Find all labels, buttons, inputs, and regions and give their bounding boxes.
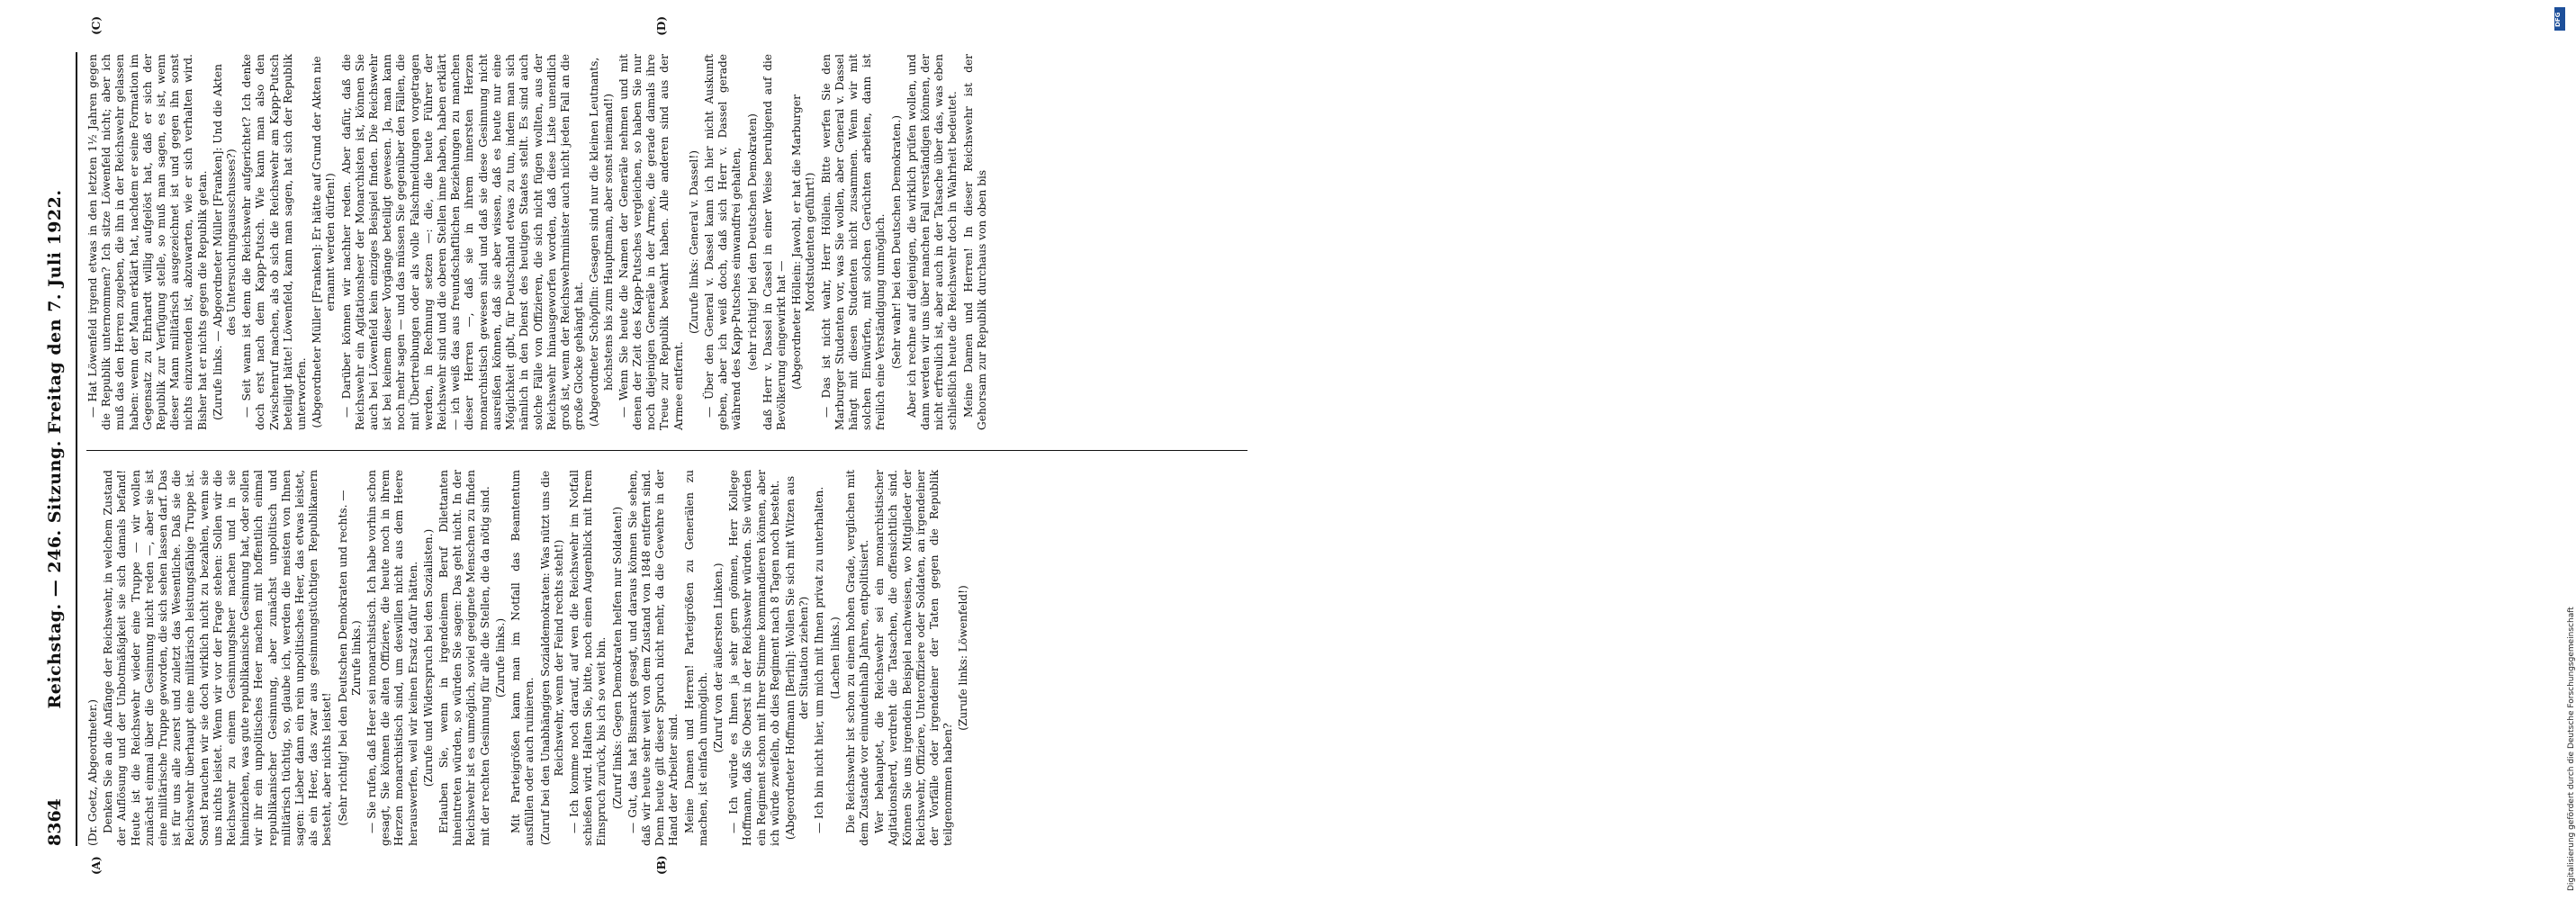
interjection: (Abgeordneter Schöpflin: Gesagen sind nur die kleinen Leutnants, höchstens bis zum Hauptmann, aber sonst niemand!) [588, 57, 615, 428]
digitization-credit [1276, 0, 2576, 900]
interjection: (Zuruf von der äußersten Linken.) [711, 562, 725, 753]
interjection: (Zuruf links: Gegen Demokraten helfen nur Soldaten!) [610, 506, 624, 810]
paragraph: Erlauben Sie, wenn in irgendeinem Beruf Dilettanten hineintreten würden, so würden Sie sagen: Das geht nicht. In der Reichswehr ist es unmöglich, soviel geeignete Menschen zu finden mit der rechten Gesinnung für alle die Stellen, die da nötig sind. [437, 470, 491, 846]
credit-text: Digitalisierung gefördert durch die Deutsche Forschungsgemeinschaft [2567, 607, 2576, 891]
margin-marker-a: (A) [90, 856, 103, 875]
interjection: (Abgeordneter Müller [Franken]: Er hätte auf Grund der Akten nie ernannt werden dürfen!) [311, 56, 338, 428]
paragraph: Denken Sie an die Anfänge der Reichswehr, in welchem Zustand der Auflösung und der Unbotmäßigkeit sie sich damals befand! Heute ist die Reichswehr wieder eine Truppe — wir wollen zunächst einmal über die Gesinnung nicht reden —, aber sie ist eine militärische Truppe geworden, die sich sehen lassen darf. Das ist für uns alle zuerst und zuletzt das Wesentliche. Daß sie die Reichswehr überhaupt eine militärisch leistungsfähige Truppe ist. Sonst brauchen wir sie doch wirklich nicht zu bezahlen, wenn sie uns nichts leistet. Wenn wir vor der Frage stehen: Sollen wir die Reichswehr zu einem Gesinnungsheer machen und in sie hineinziehen, was gute republikanische Gesinnung hat, oder sollen wir ihr ein unpolitisches Heer machen mit hoffentlich einmal republikanischer Gesinnung, aber zunächst unpolitisch und militärisch tüchtig, so, glaube ich, werden die meisten von Ihnen sagen: Lieber dann ein rein unpolitisches Heer, das etwas leistet, als ein Heer, das zwar aus gesinnungstüchtigen Republikanern besteht, aber nichts leistet! [102, 470, 334, 846]
page-number: 8364 [45, 798, 65, 846]
paragraph: — Ich würde es Ihnen ja sehr gern gönnen, Herr Kollege Hoffmann, daß Sie Oberst in der Reichswehr würden. Sie würden ein Regiment schon mit Ihrer Stimme kommandieren können, aber ich würde zweifeln, ob dies Regiment nach 8 Tagen noch besteht. [727, 470, 781, 846]
paragraph: — Ich komme noch darauf, auf wen die Reichswehr im Notfall schießen wird. Halten Sie, bitte, noch einen Augenblick mit Ihrem Einspruch zurück, bis ich so weit bin. [567, 470, 608, 846]
paragraph: — Seit wann ist denn die Reichswehr aufgerichtet? Ich denke doch erst nach dem Kapp-Putsch. Wie kann man also den Zwischenruf machen, als ob sich die Reichswehr am Kapp-Putsch beteiligt hätte! Löwenfeld, kann man sagen, hat sich der Republik unterworfen. [240, 54, 309, 430]
interjection: (Zuruf bei den Unabhängigen Sozialdemokraten: Was nützt uns die Reichswehr, wenn der Feind rechts steht!) [538, 470, 565, 846]
interjection: (Abgeordneter Hoffmann [Berlin]: Wollen Sie sich mit Witzen aus der Situation ziehen?) [783, 475, 811, 841]
paragraph: Aber ich rechne auf diejenigen, die wirklich prüfen wollen, und dann werden wir uns über manchen Fall verständigen können, der nicht erfreulich ist, aber auch in der Tatsache über das, was eben schließlich heute die Reichswehr doch in Wahrheit bedeutet. [905, 54, 959, 430]
paragraph: Wer behauptet, die Reichswehr sei ein monarchistischer Agitationsherd, verdreht die Tatsachen, die offensichtlich sind. Können Sie uns irgendein Beispiel nachweisen, wo Mitglieder der Reichswehr, Offiziere, Unteroffiziere oder Soldaten, an irgendeiner der Vorfälle oder irgendeiner der Taten gegen die Republik teilgenommen haben? [873, 470, 955, 846]
paragraph: (Dr. Goetz, Abgeordneter.) [86, 699, 99, 846]
column-divider [86, 450, 1247, 451]
interjection: (Zurufe links. — Abgeordneter Müller [Franken]: Und die Akten des Untersuchungsausschusses?) [211, 64, 239, 420]
interjection: (Zurufe links: Löwenfeld!) [957, 585, 970, 731]
paragraph: — Das ist nicht wahr, Herr Höllein. Bitte werfen Sie den Marburger Studenten vor, was Sie wollen, aber General v. Dassel hängt mit diesen Studenten nicht zusammen. Wenn wir mit solchen Einwürfen, mit solchen Gerüchten arbeiten, dann ist freilich eine Verständigung unmöglich. [819, 54, 887, 430]
page-header [45, 52, 72, 846]
interjection: (Zurufe links.) [493, 617, 507, 698]
interjection: (Abgeordneter Höllein: Jawohl, er hat die Marburger Mordstudenten geführt!) [790, 94, 817, 390]
interjection: (Lachen links.) [828, 616, 842, 699]
paragraph: — Ich bin nicht hier, um mich mit Ihnen privat zu unterhalten. [813, 486, 826, 833]
dfg-logo: DFG [2554, 7, 2565, 31]
paragraph: — Wenn Sie heute die Namen der Generäle nehmen und mit denen der Zeit des Kapp-Putsches vergleichen, so haben Sie nur noch diejenigen Generäle in der Armee, die gerade damals ihre Treue zur Republik bewährt haben. Alle anderen sind aus der Armee entfernt. [617, 54, 685, 430]
paragraph: daß Herr v. Dassel in Cassel in einer Weise beruhigend auf die Bevölkerung eingewirkt hat — [761, 54, 788, 430]
paragraph: — Hat Löwenfeld irgend etwas in den letzten 1½ Jahren gegen die Republik unternommen? Ich sitze Löwenfeld nicht; aber ich muß das den Herren zugeben, die ihn in der Reichswehr gelassen haben: wenn der Mann erklärt hat, nachdem er seine Formation im Gegensatz zu Ehrhardt willig aufgelöst hat, daß er sich der Republik zur Verfügung stelle, so muß man sagen, es ist, wenn dieser Mann militärisch ausgezeichnet ist und gegen ihn sonst nichts einzuwenden ist, abzuwarten, wie er sich verhalten wird. Bisher hat er nichts gegen die Republik getan. [86, 54, 209, 430]
paragraph: — Gut, das hat Bismarck gesagt, und daraus können Sie sehen, daß wir heute sehr weit von dem Zustand von 1848 entfernt sind. Denn heute gilt dieser Spruch nicht mehr, da die Gewehre in der Hand der Arbeiter sind. [626, 470, 680, 846]
right-column [86, 54, 1247, 430]
paragraph: Meine Damen und Herren! Parteigrößen zu Generälen zu machen, ist einfach unmöglich. [682, 470, 709, 846]
margin-marker-b: (B) [655, 855, 668, 875]
paragraph: Meine Damen und Herren! In dieser Reichswehr ist der Gehorsam zur Republik durchaus von oben bis [961, 54, 988, 430]
interjection: (Zurufe und Widerspruch bei den Sozialisten.) [421, 528, 435, 788]
margin-marker-c: (C) [90, 16, 103, 35]
margin-marker-d: (D) [655, 16, 668, 36]
paragraph: Mit Parteigrößen kann man im Notfall das Beamtentum ausfüllen oder auch ruinieren. [509, 470, 536, 846]
header-rule [76, 52, 77, 846]
interjection: (Sehr wahr! bei den Deutschen Demokraten.) [889, 114, 903, 370]
left-column [86, 470, 1247, 846]
interjection: (Zurufe links: General v. Dassel!) [687, 150, 700, 334]
interjection: (sehr richtig! bei den Deutschen Demokraten) [745, 113, 759, 371]
paragraph: — Über den General v. Dassel kann ich hier nicht Auskunft geben, aber ich weiß doch, daß sich Herr v. Dassel gerade während des Kapp-Putsches einwandfrei gehalten, [702, 54, 743, 430]
running-head: Reichstag. — 246. Sitzung. Freitag den 7. Juli 1922. [45, 189, 65, 709]
paragraph: Die Reichswehr ist schon zu einem hohen Grade, verglichen mit dem Zustande vor einundeinhalb Jahren, entpolitisiert. [843, 470, 870, 846]
paragraph: — Darüber können wir nachher reden. Aber dafür, daß die Reichswehr ein Agitationsheer der Monarchisten ist, können Sie auch bei Löwenfeld kein einziges Beispiel finden. Die Reichswehr ist bei keinem dieser Vorgänge beteiligt gewesen. Ja, man kann noch mehr sagen — und das müssen Sie gegenüber den Fällen, die mit Übertreibungen oder als volle Falschmeldungen vorgetragen werden, in Rechnung setzen —: die, die heute Führer der Reichswehr sind und die oberen Stellen inne haben, haben erklärt — ich weiß das aus freundschaftlichen Beziehungen zu manchen dieser Herren —, daß sie in ihrem innersten Herzen monarchistisch gewesen sind und daß sie diese Gesinnung nicht ausreißen können, daß sie aber wissen, daß es heute nur eine Möglichkeit gibt, für Deutschland etwas zu tun, indem man sich nämlich in den Dienst des heutigen Staates stellt. Es sind auch solche Fälle von Offizieren, die sich nicht fügen wollten, aus der Reichswehr hinausgeworfen worden, daß diese Liste unendlich groß ist, wenn der Reichswehrminister auch nicht jeden Fall an die große Glocke gehängt hat. [339, 54, 586, 430]
interjection: (Sehr richtig! bei den Deutschen Demokraten und rechts. — Zurufe links.) [336, 490, 363, 826]
paragraph: — Sie rufen, daß Heer sei monarchistisch. Ich habe vorhin schon gesagt, Sie können die alten Offiziere, die heute noch in ihrem Herzen monarchistisch sind, um deswillen nicht aus dem Heere herauswerfen, weil wir keinen Ersatz dafür hätten. [365, 470, 419, 846]
